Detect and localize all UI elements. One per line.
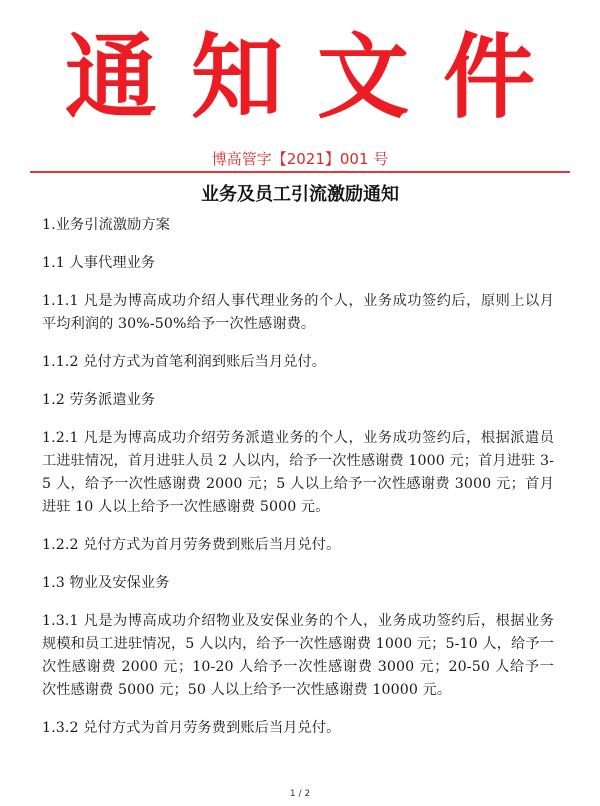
paragraph: 1.3.1 凡是为博高成功介绍物业及安保业务的个人，业务成功签约后，根据业务规模和员工进驻情况，5 人以内，给予一次性感谢费 1000 元；5-10 人，给予一次性感谢费 2000 元；10-20 人给予一次性感谢费 3000 元；20-50 人给予一次性感谢费 5000 元；50 人以上给予一次性感谢费 10000 元。: [42, 613, 554, 698]
page-number: 1 / 2: [289, 789, 311, 799]
subsection-heading: 1.3 物业及安保业务: [42, 575, 170, 591]
document-number: 博高管字【2021】001 号: [211, 150, 389, 168]
red-divider: [30, 171, 570, 173]
section-heading: 1.业务引流激励方案: [42, 217, 171, 233]
paragraph: 1.2.2 兑付方式为首月劳务费到账后当月兑付。: [42, 537, 341, 553]
paragraph: 1.3.2 兑付方式为首月劳务费到账后当月兑付。: [42, 720, 341, 736]
document-title: 业务及员工引流激励通知: [201, 184, 399, 205]
paragraph: 1.1.2 兑付方式为首笔利润到账后当月兑付。: [42, 354, 327, 370]
subsection-heading: 1.2 劳务派遣业务: [42, 392, 156, 408]
paragraph: 1.1.1 凡是为博高成功介绍人事代理业务的个人，业务成功签约后，原则上以月平均利润的 30%-50%给予一次性感谢费。: [42, 293, 554, 332]
notice-banner: 通知文件: [64, 24, 569, 131]
document-body: [42, 214, 554, 740]
subsection-heading: 1.1 人事代理业务: [42, 255, 156, 271]
paragraph: 1.2.1 凡是为博高成功介绍劳务派遣业务的个人，业务成功签约后，根据派遣员工进驻情况，首月进驻人员 2 人以内，给予一次性感谢费 1000 元；首月进驻 3-5 人，给予一次性感谢费 2000 元；5 人以上给予一次性感谢费 3000 元；首月进驻 10 人以上给予一次性感谢费 5000 元。: [42, 430, 554, 515]
